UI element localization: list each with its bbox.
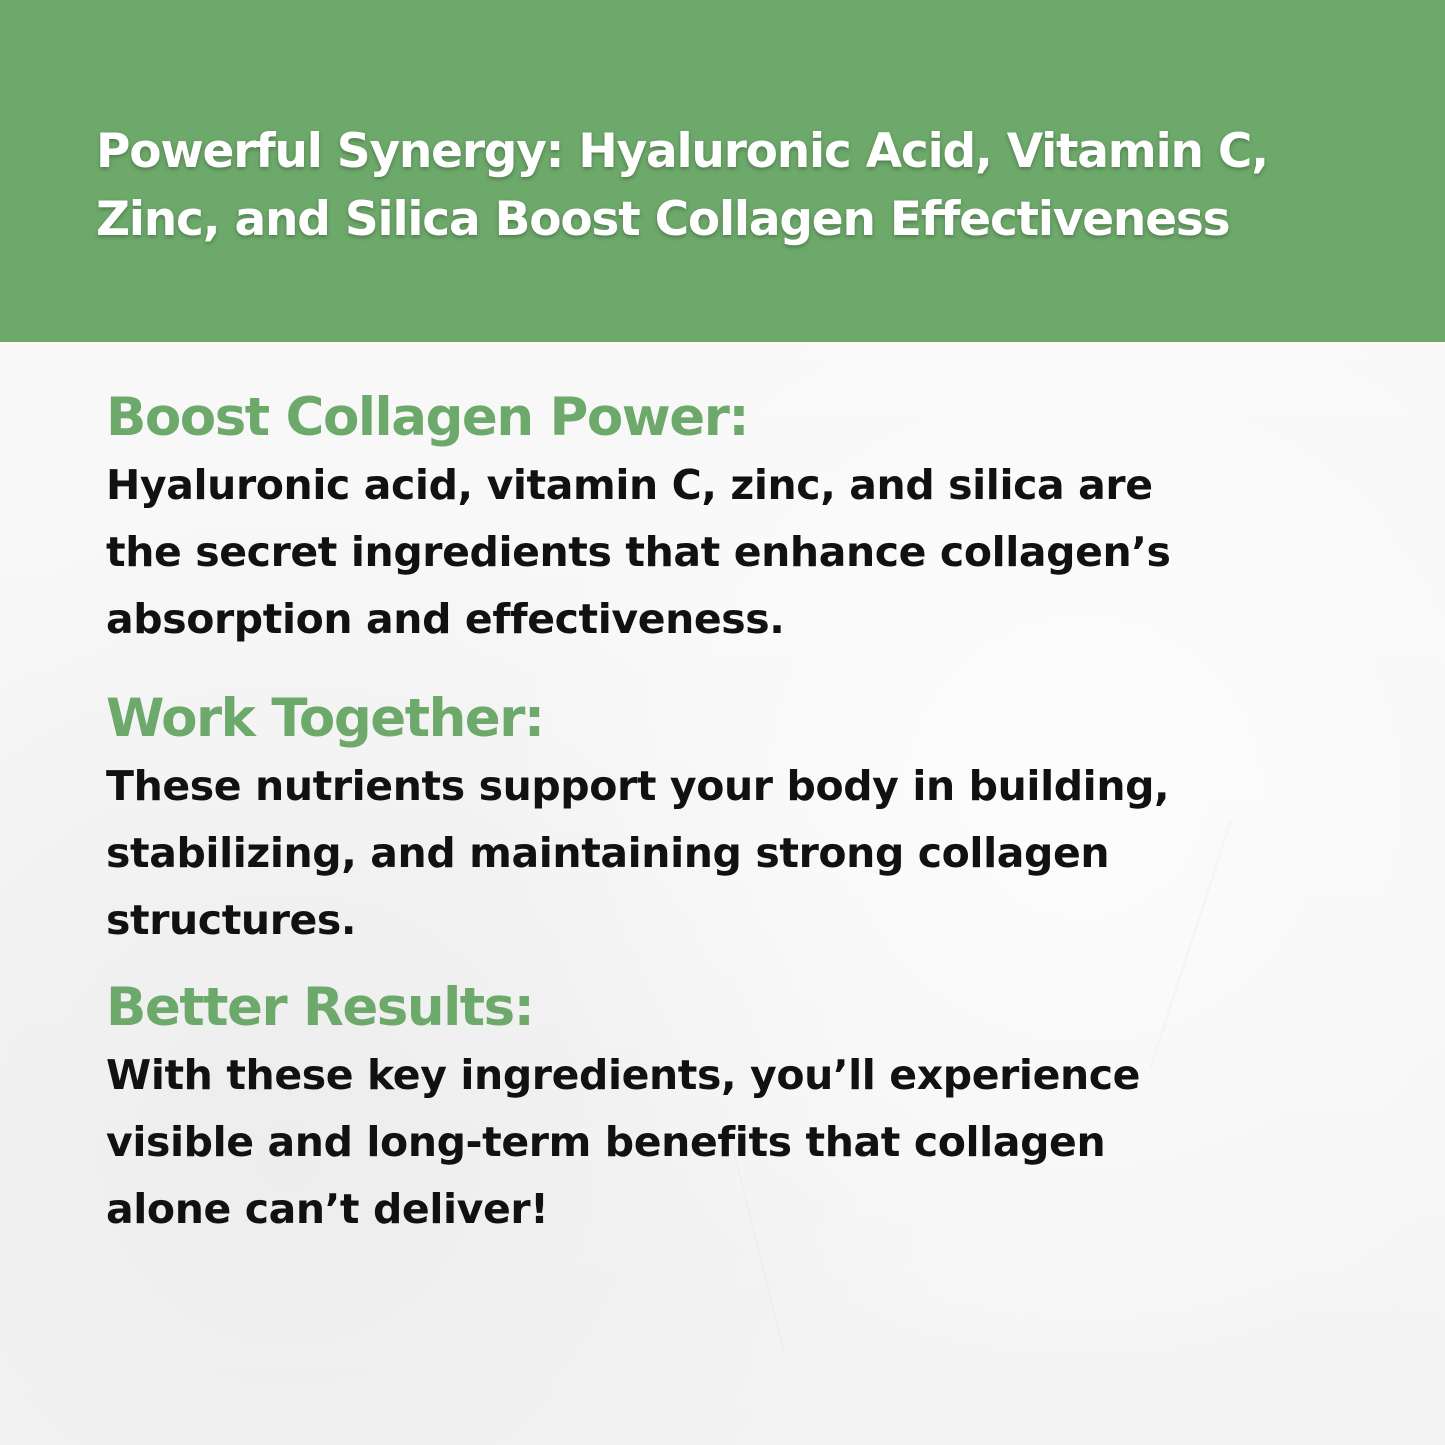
section-heading: Better Results: (106, 977, 534, 1038)
benefits-content (106, 384, 1286, 1243)
header-banner (0, 0, 1445, 342)
page-title: Powerful Synergy: Hyaluronic Acid, Vitamin C, Zinc, and Silica Boost Collagen Effectiveness (96, 124, 1268, 247)
benefit-section-work-together (106, 685, 1286, 954)
benefit-section-better-results (106, 974, 1286, 1243)
section-body: Hyaluronic acid, vitamin C, zinc, and silica are the secret ingredients that enhance collagen’s absorption and effectiveness. (106, 461, 1171, 643)
benefit-section-boost-collagen-power (106, 384, 1286, 653)
section-heading: Boost Collagen Power: (106, 387, 749, 448)
section-heading: Work Together: (106, 688, 544, 749)
section-body: These nutrients support your body in building, stabilizing, and maintaining strong collagen structures. (106, 762, 1170, 944)
section-body: With these key ingredients, you’ll experience visible and long-term benefits that collagen alone can’t deliver! (106, 1051, 1141, 1233)
